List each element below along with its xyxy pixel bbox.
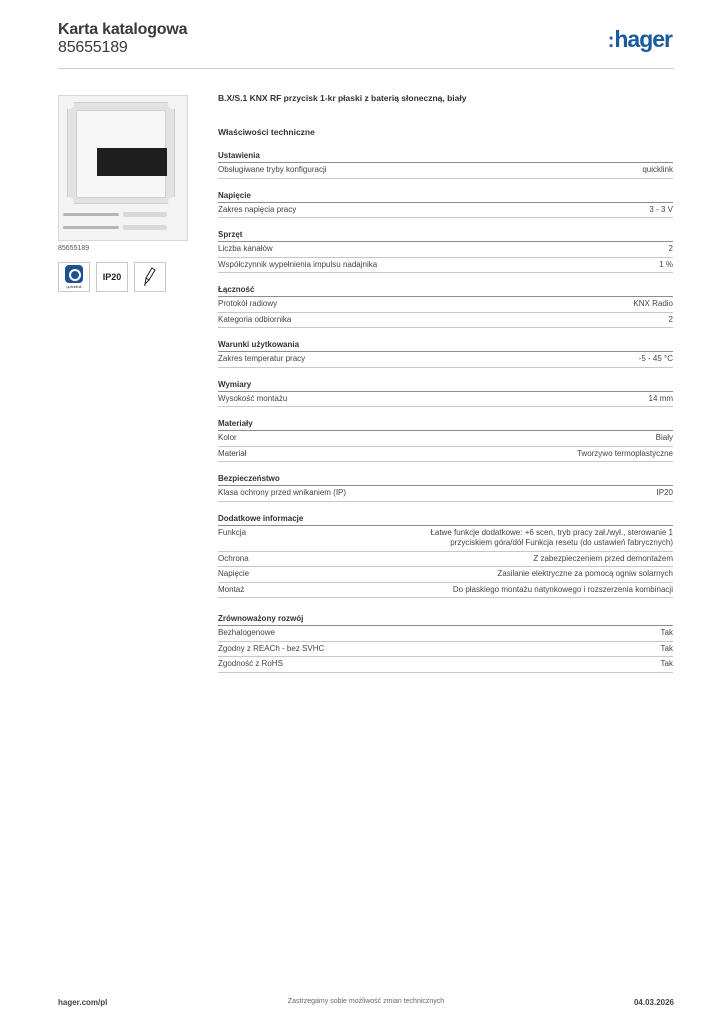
screw-shape [63,213,119,216]
group-sustainability [218,614,673,673]
property-value: KNX Radio [633,299,673,308]
hager-logo: :hager [607,26,672,52]
plug-shape [123,212,167,217]
property-label: Kategoria odbiornika [218,314,292,324]
property-label: Współczynnik wypełnienia impulsu nadajnika [218,259,378,269]
property-value: -5 - 45 °C [638,354,673,363]
property-row [218,583,673,599]
group-heading: Dodatkowe informacje [218,514,673,526]
group-heading: Napięcie [218,191,673,203]
group-settings [218,151,673,179]
property-value: Zasilanie elektryczne za pomocą ogniw solarnych [497,569,673,578]
property-value: 2 [668,244,673,253]
property-label: Liczba kanałów [218,244,273,253]
property-label: Funkcja [218,527,247,537]
group-heading: Wymiary [218,380,673,392]
group-materials [218,419,673,462]
page-footer [58,998,674,1012]
property-row [218,163,673,179]
screwdriver-icon [134,262,166,292]
property-row [218,486,673,502]
property-label: Zgodny z REACh - bez SVHC [218,643,325,653]
property-row [218,313,673,329]
property-value: quicklink [642,165,673,174]
property-value: Z zabezpieczeniem przed demontażem [533,553,673,563]
property-row [218,203,673,219]
property-value: IP20 [656,488,673,497]
property-label: Zgodność z RoHS [218,659,283,668]
group-heading: Materiały [218,419,673,431]
group-heading: Łączność [218,285,673,297]
property-label: Montaż [218,584,245,594]
property-row [218,392,673,408]
property-value: Tak [660,659,673,668]
property-row [218,431,673,447]
property-row [218,552,673,568]
property-label: Ochrona [218,553,249,563]
group-heading: Warunki użytkowania [218,340,673,352]
group-hardware [218,230,673,273]
group-connectivity [218,285,673,328]
property-value: 3 - 3 V [649,204,673,214]
quicklink-icon: quicklink [58,262,90,292]
plug-shape [123,225,167,230]
product-title: B.X/S.1 KNX RF przycisk 1-kr płaski z baterią słoneczną, biały [218,93,467,103]
property-row [218,447,673,463]
group-heading: Sprzęt [218,230,673,242]
property-value: Tworzywo termoplastyczne [576,448,673,458]
button-plate [76,110,166,198]
property-value: Biały [655,433,673,442]
property-row [218,297,673,313]
property-row [218,526,673,552]
document-title: Karta katalogowa [58,21,188,38]
group-additional-info [218,514,673,599]
property-value: Łatwe funkcje dodatkowe: +6 scen, tryb pracy zał./wył., sterowanie 1 przyciskiem góra/dół Funkcja resetu (do ustawień fabrycznych) [430,527,673,547]
product-sidebar [58,95,188,292]
hager-logo-text: hager [614,26,672,52]
document-number: 85655189 [58,39,128,56]
property-label: Zakres napięcia pracy [218,204,297,214]
image-caption: 85655189 [58,245,90,252]
group-heading: Bezpieczeństwo [218,474,673,486]
footer-website-link[interactable]: hager.com/pl [58,998,108,1007]
group-heading: Ustawienia [218,151,673,163]
property-label: Bezhalogenowe [218,628,275,637]
property-row [218,352,673,368]
group-heading: Zrównoważony rozwój [218,614,673,626]
property-label: Materiał [218,448,247,458]
property-label: Klasa ochrony przed wnikaniem (IP) [218,488,347,497]
group-safety [218,474,673,502]
property-value: Tak [660,643,673,653]
property-row [218,258,673,274]
property-value: Tak [660,628,673,637]
property-label: Zakres temperatur pracy [218,354,306,363]
group-operating-conditions [218,340,673,368]
property-value: 2 [668,314,673,324]
page-header [58,20,674,69]
property-row [218,642,673,658]
screw-shape [63,226,119,229]
property-label: Obsługiwane tryby konfiguracji [218,165,327,174]
property-label: Protokół radiowy [218,299,278,308]
tech-properties-heading: Właściwości techniczne [218,127,315,137]
property-row [218,567,673,583]
property-label: Wysokość montażu [218,393,288,403]
group-dimensions [218,380,673,408]
footer-date: 04.03.2026 [633,998,674,1007]
property-value: 14 mm [648,393,673,403]
property-label: Napięcie [218,569,250,578]
solar-cell [97,148,167,176]
property-label: Kolor [218,433,237,442]
product-details [218,93,673,673]
property-row [218,657,673,673]
ip20-icon: IP20 [96,262,128,292]
property-value: 1 % [659,259,673,269]
property-row [218,242,673,258]
feature-icons [58,262,188,292]
footer-disclaimer: Zastrzegamy sobie możliwość zmian technicznych [287,998,445,1005]
property-row [218,626,673,642]
property-value: Do płaskiego montażu natynkowego i rozszerzenia kombinacji [452,584,673,594]
product-image [58,95,188,241]
group-voltage [218,191,673,219]
